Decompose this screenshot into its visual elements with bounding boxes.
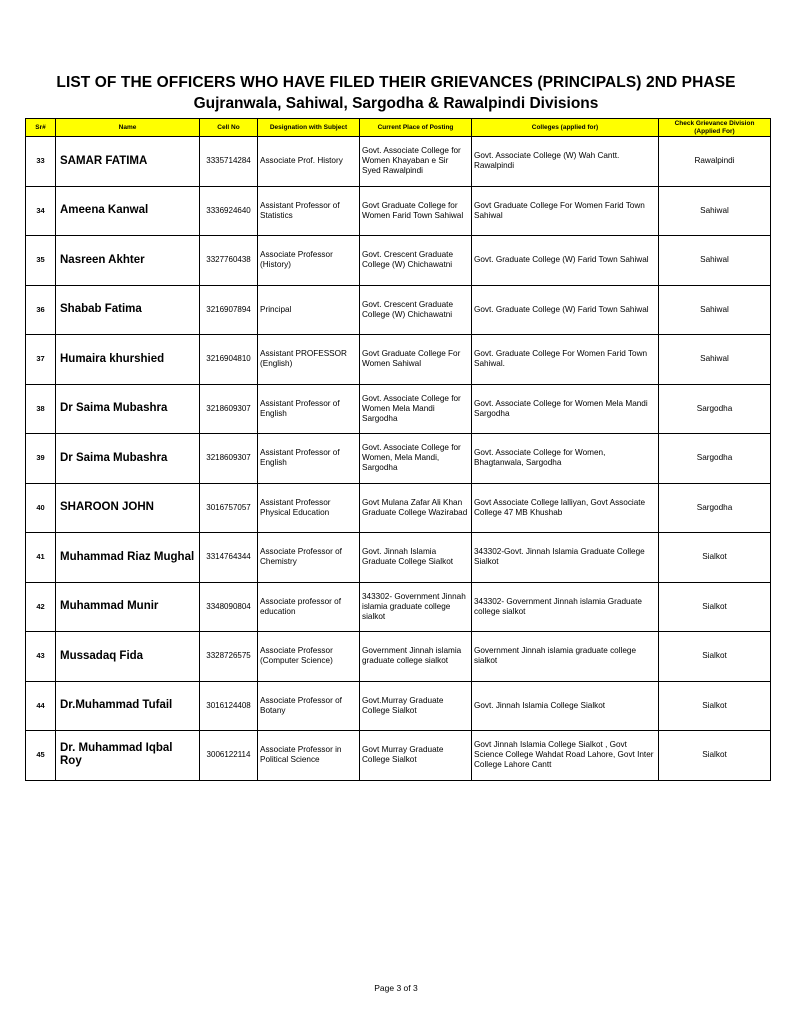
row-name: Muhammad Munir — [56, 582, 200, 632]
row-sr: 34 — [26, 186, 56, 236]
row-name: Humaira khurshied — [56, 335, 200, 385]
document-subtitle: Gujranwala, Sahiwal, Sargodha & Rawalpindi Divisions — [193, 95, 599, 112]
row-colleges: 343302-Govt. Jinnah Islamia Graduate College Sialkot — [472, 533, 659, 583]
row-designation: Assistant PROFESSOR (English) — [258, 335, 360, 385]
row-sr: 40 — [26, 483, 56, 533]
row-cell-no: 3327760438 — [200, 236, 258, 286]
row-posting: Govt. Crescent Graduate College (W) Chichawatni — [360, 285, 472, 335]
row-division: Sialkot — [659, 731, 771, 781]
row-cell-no: 3314764344 — [200, 533, 258, 583]
row-name: Nasreen Akhter — [56, 236, 200, 286]
table-row — [26, 384, 771, 434]
row-posting: Government Jinnah islamia graduate college sialkot — [360, 632, 472, 682]
row-cell-no: 3006122114 — [200, 731, 258, 781]
grievances-table — [25, 118, 771, 781]
row-cell-no: 3216904810 — [200, 335, 258, 385]
row-posting: Govt. Jinnah Islamia Graduate College Sialkot — [360, 533, 472, 583]
row-designation: Associate Professor of Botany — [258, 681, 360, 731]
row-posting: Govt. Associate College for Women, Mela Mandi, Sargodha — [360, 434, 472, 484]
table-row — [26, 483, 771, 533]
row-division: Sialkot — [659, 632, 771, 682]
table-row — [26, 137, 771, 187]
col-header-colleges: Colleges (applied for) — [472, 119, 659, 137]
row-name: Ameena Kanwal — [56, 186, 200, 236]
row-designation: Assistant Professor of English — [258, 384, 360, 434]
row-cell-no: 3216907894 — [200, 285, 258, 335]
row-division: Sialkot — [659, 681, 771, 731]
row-colleges: Govt. Graduate College (W) Farid Town Sahiwal — [472, 285, 659, 335]
row-posting: Govt Graduate College for Women Farid Town Sahiwal — [360, 186, 472, 236]
row-sr: 36 — [26, 285, 56, 335]
col-header-posting: Current Place of Posting — [360, 119, 472, 137]
row-colleges: Government Jinnah islamia graduate college sialkot — [472, 632, 659, 682]
row-name: SHAROON JOHN — [56, 483, 200, 533]
table-row — [26, 285, 771, 335]
row-sr: 43 — [26, 632, 56, 682]
row-cell-no: 3016124408 — [200, 681, 258, 731]
table-row — [26, 236, 771, 286]
table-header-row — [26, 119, 771, 137]
table-row — [26, 335, 771, 385]
table-row — [26, 186, 771, 236]
row-designation: Assistant Professor Physical Education — [258, 483, 360, 533]
row-posting: Govt. Associate College for Women Khayaban e Sir Syed Rawalpindi — [360, 137, 472, 187]
row-sr: 39 — [26, 434, 56, 484]
row-sr: 37 — [26, 335, 56, 385]
row-colleges: Govt. Jinnah Islamia College Sialkot — [472, 681, 659, 731]
row-name: Shabab Fatima — [56, 285, 200, 335]
row-posting: Govt. Crescent Graduate College (W) Chichawatni — [360, 236, 472, 286]
row-cell-no: 3348090804 — [200, 582, 258, 632]
page-number: Page 3 of 3 — [374, 983, 418, 993]
row-sr: 35 — [26, 236, 56, 286]
table-row — [26, 434, 771, 484]
table-row — [26, 731, 771, 781]
row-sr: 42 — [26, 582, 56, 632]
col-header-name: Name — [56, 119, 200, 137]
row-posting: Govt Murray Graduate College Sialkot — [360, 731, 472, 781]
row-sr: 45 — [26, 731, 56, 781]
row-name: Dr.Muhammad Tufail — [56, 681, 200, 731]
row-designation: Associate Professor (History) — [258, 236, 360, 286]
row-colleges: Govt. Associate College (W) Wah Cantt. Rawalpindi — [472, 137, 659, 187]
row-colleges: Govt. Associate College for Women Mela Mandi Sargodha — [472, 384, 659, 434]
row-division: Rawalpindi — [659, 137, 771, 187]
row-division: Sargodha — [659, 483, 771, 533]
row-name: Dr. Muhammad Iqbal Roy — [56, 731, 200, 781]
row-designation: Associate professor of education — [258, 582, 360, 632]
row-cell-no: 3016757057 — [200, 483, 258, 533]
row-designation: Assistant Professor of English — [258, 434, 360, 484]
document-title: LIST OF THE OFFICERS WHO HAVE FILED THEIR GRIEVANCES (PRINCIPALS) 2ND PHASE — [56, 74, 736, 91]
row-name: SAMAR FATIMA — [56, 137, 200, 187]
row-division: Sahiwal — [659, 186, 771, 236]
row-posting: Govt Graduate College For Women Sahiwal — [360, 335, 472, 385]
row-colleges: Govt Jinnah Islamia College Sialkot , Govt Science College Wahdat Road Lahore, Govt Inter College Lahore Cantt — [472, 731, 659, 781]
row-name: Dr Saima Mubashra — [56, 384, 200, 434]
row-cell-no: 3336924640 — [200, 186, 258, 236]
col-header-cell: Cell No — [200, 119, 258, 137]
row-division: Sialkot — [659, 582, 771, 632]
row-name: Mussadaq Fida — [56, 632, 200, 682]
row-designation: Associate Professor in Political Science — [258, 731, 360, 781]
row-sr: 38 — [26, 384, 56, 434]
row-division: Sargodha — [659, 384, 771, 434]
row-division: Sahiwal — [659, 335, 771, 385]
row-designation: Associate Prof. History — [258, 137, 360, 187]
row-name: Dr Saima Mubashra — [56, 434, 200, 484]
row-posting: 343302- Government Jinnah islamia graduate college sialkot — [360, 582, 472, 632]
row-sr: 33 — [26, 137, 56, 187]
row-colleges: 343302- Government Jinnah islamia Graduate college sialkot — [472, 582, 659, 632]
row-colleges: Govt. Associate College for Women, Bhagtanwala, Sargodha — [472, 434, 659, 484]
row-designation: Associate Professor (Computer Science) — [258, 632, 360, 682]
row-designation: Assistant Professor of Statistics — [258, 186, 360, 236]
row-sr: 44 — [26, 681, 56, 731]
row-posting: Govt Mulana Zafar Ali Khan Graduate College Wazirabad — [360, 483, 472, 533]
table-row — [26, 582, 771, 632]
row-cell-no: 3218609307 — [200, 384, 258, 434]
row-division: Sahiwal — [659, 285, 771, 335]
col-header-division: Check Grievance Division (Applied For) — [659, 119, 771, 137]
table-row — [26, 632, 771, 682]
row-division: Sargodha — [659, 434, 771, 484]
row-division: Sahiwal — [659, 236, 771, 286]
row-posting: Govt.Murray Graduate College Sialkot — [360, 681, 472, 731]
row-colleges: Govt Associate College lalliyan, Govt Associate College 47 MB Khushab — [472, 483, 659, 533]
row-colleges: Govt. Graduate College (W) Farid Town Sahiwal — [472, 236, 659, 286]
row-cell-no: 3328726575 — [200, 632, 258, 682]
row-posting: Govt. Associate College for Women Mela Mandi Sargodha — [360, 384, 472, 434]
row-name: Muhammad Riaz Mughal — [56, 533, 200, 583]
col-header-designation: Designation with Subject — [258, 119, 360, 137]
row-cell-no: 3218609307 — [200, 434, 258, 484]
row-cell-no: 3335714284 — [200, 137, 258, 187]
row-designation: Principal — [258, 285, 360, 335]
row-designation: Associate Professor of Chemistry — [258, 533, 360, 583]
table-row — [26, 681, 771, 731]
col-header-sr: Sr# — [26, 119, 56, 137]
row-colleges: Govt Graduate College For Women Farid Town Sahiwal — [472, 186, 659, 236]
row-division: Sialkot — [659, 533, 771, 583]
table-row — [26, 533, 771, 583]
row-colleges: Govt. Graduate College For Women Farid Town Sahiwal. — [472, 335, 659, 385]
row-sr: 41 — [26, 533, 56, 583]
